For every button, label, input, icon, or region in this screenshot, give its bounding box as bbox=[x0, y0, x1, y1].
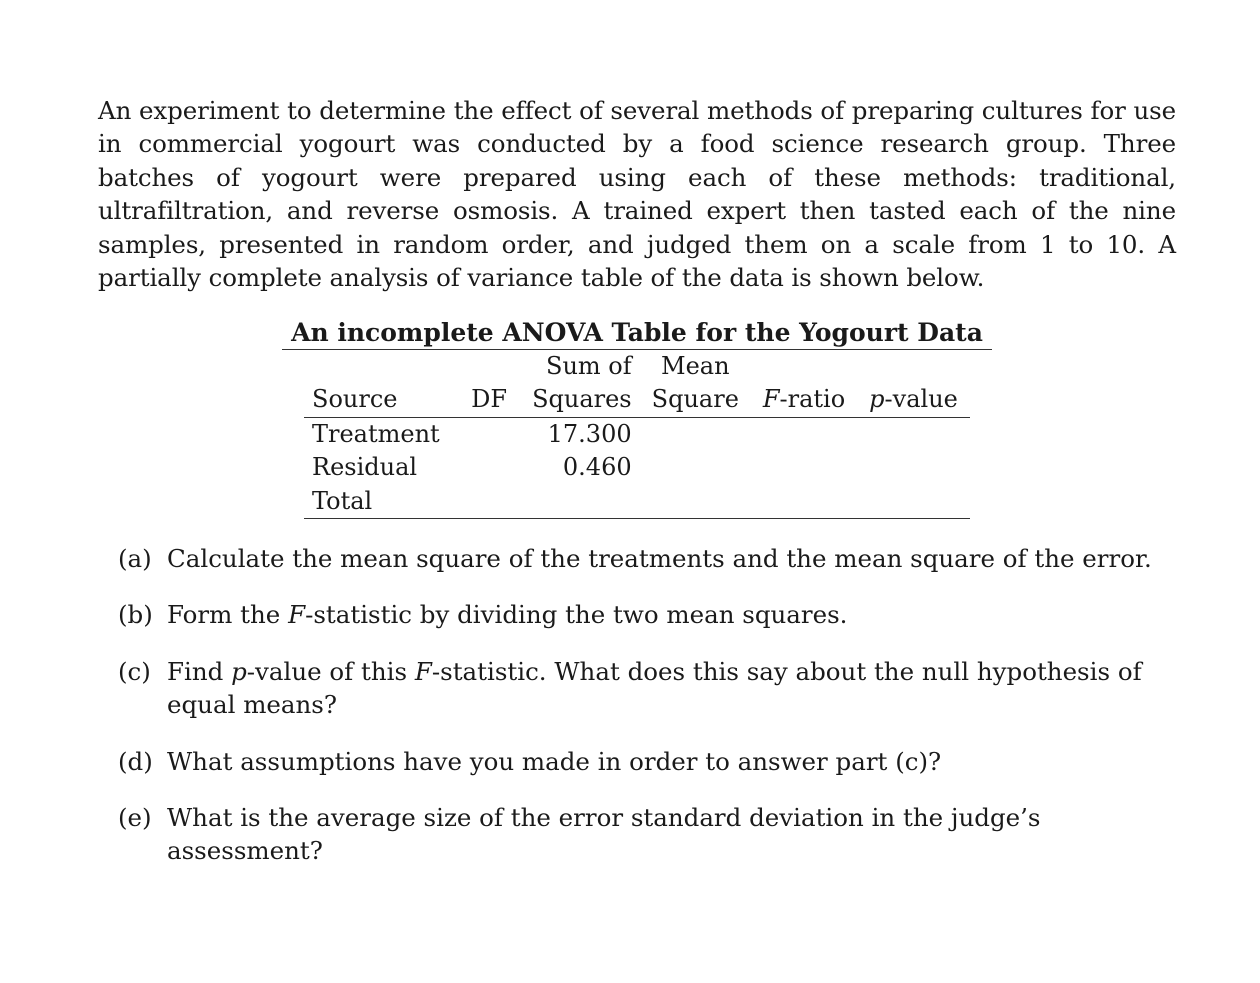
part-label: (d) bbox=[118, 746, 153, 776]
part-text-pre: Form the bbox=[167, 600, 289, 630]
row-ss bbox=[515, 485, 640, 519]
part-label: (b) bbox=[118, 600, 153, 630]
header-ss: Squares bbox=[515, 383, 640, 417]
row-df bbox=[459, 417, 515, 451]
part-text-pre: Find bbox=[167, 656, 232, 686]
row-df bbox=[459, 451, 515, 484]
row-ms bbox=[640, 485, 751, 519]
header-df: DF bbox=[459, 383, 515, 417]
f-variable: F bbox=[288, 600, 306, 630]
row-p bbox=[857, 451, 970, 484]
table-header-top-row bbox=[304, 350, 970, 383]
question-part-b bbox=[118, 598, 1178, 631]
row-df bbox=[459, 485, 515, 519]
part-label: (a) bbox=[118, 544, 152, 573]
part-text: Calculate the mean square of the treatments and the mean square of the error. bbox=[167, 544, 1152, 573]
table-header-row bbox=[304, 383, 970, 417]
anova-table-block bbox=[286, 316, 988, 519]
header-ms: Square bbox=[640, 383, 751, 417]
row-ss: 17.300 bbox=[547, 419, 632, 448]
row-ms bbox=[640, 451, 751, 484]
question-parts bbox=[118, 542, 1178, 891]
header-f-ratio bbox=[751, 383, 857, 417]
row-f bbox=[751, 485, 857, 519]
p-variable: p bbox=[231, 656, 247, 686]
part-text bbox=[167, 655, 1178, 722]
p-variable: p bbox=[869, 385, 885, 414]
part-text-mid: -value of this bbox=[246, 656, 415, 686]
part-text bbox=[167, 598, 1178, 631]
table-row bbox=[304, 417, 970, 451]
part-label: (e) bbox=[118, 803, 152, 833]
header-ss-top: Sum of bbox=[546, 352, 632, 380]
question-part-e bbox=[118, 801, 1178, 868]
header-p-value bbox=[857, 383, 970, 417]
f-variable: F bbox=[762, 385, 780, 414]
f-ratio-suffix: -ratio bbox=[779, 385, 846, 414]
row-f bbox=[751, 417, 857, 451]
row-source: Residual bbox=[312, 453, 418, 482]
row-f bbox=[751, 451, 857, 484]
row-ms bbox=[640, 417, 751, 451]
row-source: Treatment bbox=[312, 419, 440, 448]
header-ms-top: Mean bbox=[661, 352, 730, 380]
part-text-post: -statistic by dividing the two mean squares. bbox=[305, 600, 848, 630]
part-text: What assumptions have you made in order to answer part (c)? bbox=[167, 746, 942, 776]
row-ss: 0.460 bbox=[562, 453, 632, 482]
f-variable: F bbox=[414, 656, 432, 686]
intro-paragraph: An experiment to determine the effect of several methods of preparing cultures for use in commercial yogourt was conducted by a food science research group. Three batches of yogourt were prepared using each of these methods: traditional, ultrafiltration, and reverse osmosis. A trained expert then tasted each of the nine samples, presented in random order, and judged them on a scale from 1 to 10. A partially complete analysis of variance table of the data is shown below. bbox=[98, 96, 1176, 293]
question-part-d bbox=[118, 745, 1178, 778]
row-source: Total bbox=[304, 485, 459, 519]
row-p bbox=[857, 485, 970, 519]
question-part-c bbox=[118, 655, 1178, 722]
table-row bbox=[304, 485, 970, 519]
part-text: What is the average size of the error standard deviation in the judge’s assessment? bbox=[167, 803, 1041, 866]
p-value-suffix: -value bbox=[884, 385, 958, 414]
part-text-post: -statistic. What does this say about the null hypothesis of equal means? bbox=[167, 656, 1142, 720]
question-part-a bbox=[118, 542, 1178, 575]
table-row bbox=[304, 451, 970, 484]
header-source: Source bbox=[304, 383, 459, 417]
part-label: (c) bbox=[118, 656, 151, 686]
row-p bbox=[857, 417, 970, 451]
anova-table bbox=[304, 350, 970, 519]
table-title: An incomplete ANOVA Table for the Yogourt Data bbox=[282, 316, 992, 350]
document-page bbox=[98, 94, 1176, 866]
